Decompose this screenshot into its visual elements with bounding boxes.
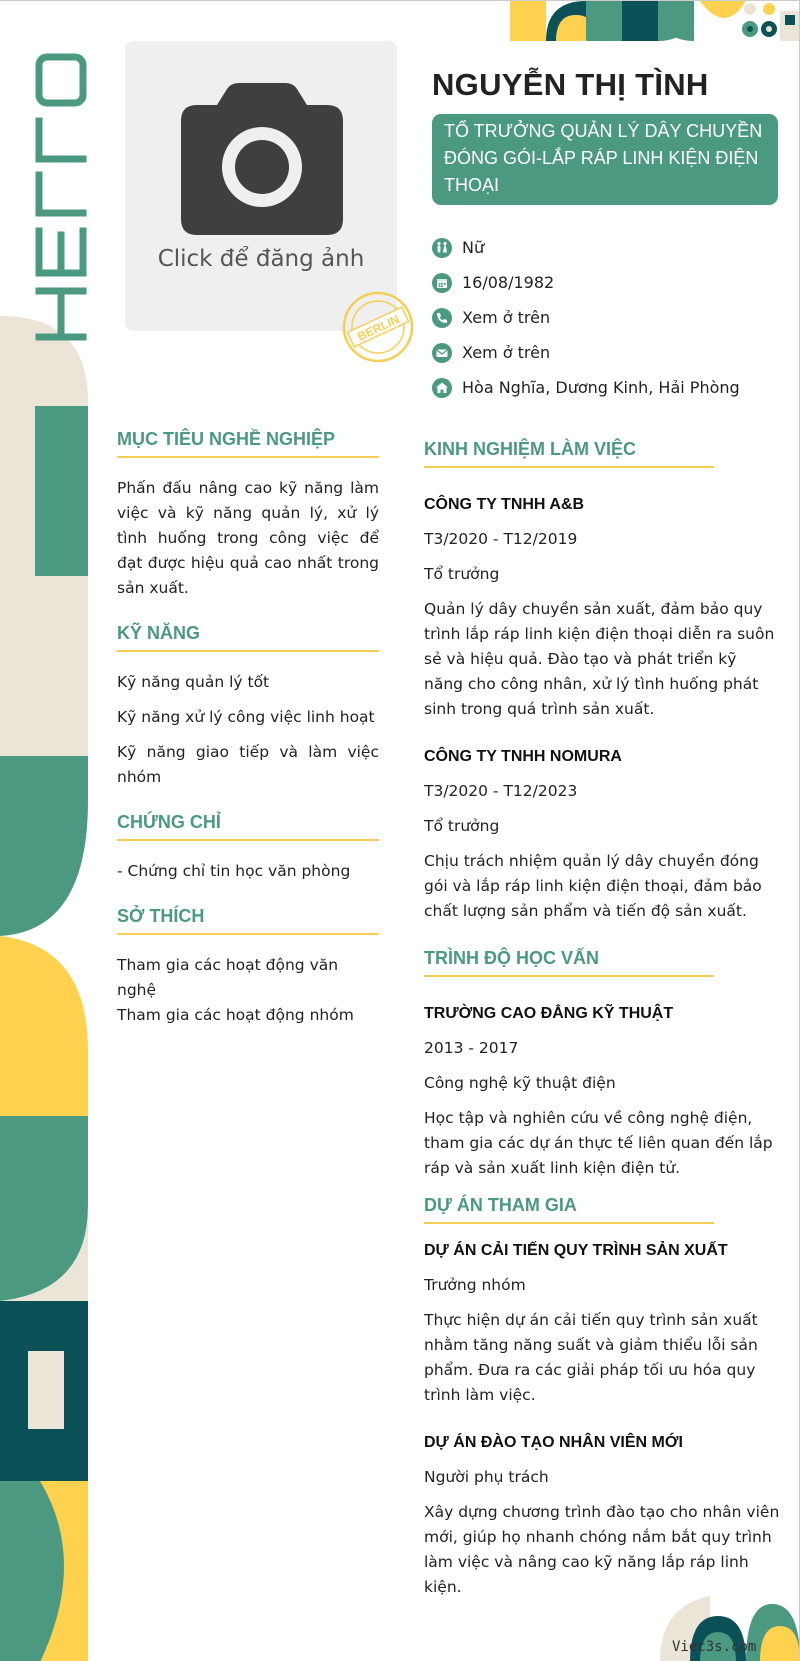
- work-description: Chịu trách nhiệm quản lý dây chuyền đóng gói và lắp ráp linh kiện điện thoại, đảm bảo chất lượng sản phẩm và tiến độ sản xuất.: [424, 852, 762, 920]
- skills-section: [117, 623, 379, 790]
- phone-icon: [432, 308, 452, 328]
- work-period: T3/2020 - T12/2023: [424, 782, 578, 800]
- project-role: Trưởng nhóm: [424, 1276, 526, 1294]
- objective-title: MỤC TIÊU NGHỀ NGHIỆP: [117, 429, 379, 458]
- work-position: Tổ trưởng: [424, 817, 500, 835]
- study-major: Công nghệ kỹ thuật điện: [424, 1074, 616, 1092]
- email-icon: [432, 343, 452, 363]
- hobby-item: Tham gia các hoạt động nhóm: [117, 1006, 354, 1024]
- skills-title: KỸ NĂNG: [117, 623, 379, 652]
- contact-birthday: [432, 265, 740, 300]
- contact-list: [432, 230, 740, 405]
- contact-email-value: Xem ở trên: [462, 343, 551, 362]
- project-entry: [424, 1242, 780, 1408]
- contact-gender-value: Nữ: [462, 238, 485, 257]
- contact-birthday-value: 16/08/1982: [462, 273, 555, 292]
- school-name: TRƯỜNG CAO ĐẲNG KỸ THUẬT: [424, 1005, 674, 1022]
- experience-title: KINH NGHIỆM LÀM VIỆC: [424, 439, 714, 468]
- experience-entry: [424, 748, 780, 924]
- left-column: [117, 429, 379, 1028]
- left-decor-strip: [0, 1, 88, 1661]
- skill-item: Kỹ năng xử lý công việc linh hoạt: [117, 708, 375, 726]
- education-section: [424, 948, 780, 1181]
- site-watermark: Viec3s.com: [672, 1639, 757, 1655]
- projects-section: [424, 1195, 780, 1600]
- hello-vertical-text: [35, 51, 87, 341]
- photo-upload[interactable]: [125, 41, 397, 331]
- objective-text: Phấn đấu nâng cao kỹ năng làm việc và kỹ năng quản lý, xử lý tình huống trong công việc để đạt được hiệu quả cao nhất trong sản xuất.: [117, 479, 379, 597]
- stamp-decor: [340, 289, 416, 365]
- education-title: TRÌNH ĐỘ HỌC VẤN: [424, 948, 714, 977]
- work-position: Tổ trưởng: [424, 565, 500, 583]
- home-icon: [432, 378, 452, 398]
- project-role: Người phụ trách: [424, 1468, 549, 1486]
- skill-item: Kỹ năng quản lý tốt: [117, 673, 270, 691]
- contact-phone: [432, 300, 740, 335]
- objective-section: [117, 429, 379, 601]
- experience-entry: [424, 496, 780, 722]
- certificate-item: - Chứng chỉ tin học văn phòng: [117, 862, 351, 880]
- calendar-icon: [432, 273, 452, 293]
- skill-item: Kỹ năng giao tiếp và làm việc nhóm: [117, 743, 379, 786]
- photo-upload-label: Click để đăng ảnh: [157, 246, 365, 272]
- work-description: Quản lý dây chuyền sản xuất, đảm bảo quy trình lắp ráp linh kiện điện thoại diễn ra suôn sẻ và hiệu quả. Đào tạo và phát triển kỹ năng cho công nhân, xử lý tình huống phát sinh trong quá trình sản xuất.: [424, 600, 775, 718]
- project-description: Xây dựng chương trình đào tạo cho nhân viên mới, giúp họ nhanh chóng nắm bắt quy trình làm việc và nâng cao kỹ năng lắp ráp linh kiện.: [424, 1503, 780, 1596]
- company-name: CÔNG TY TNHH NOMURA: [424, 748, 622, 765]
- project-name: DỰ ÁN CẢI TIẾN QUY TRÌNH SẢN XUẤT: [424, 1242, 728, 1259]
- camera-icon: [181, 83, 343, 235]
- hobby-item: Tham gia các hoạt động văn nghệ: [117, 956, 339, 999]
- top-geometric-decor: [510, 1, 800, 41]
- certificates-title: CHỨNG CHỈ: [117, 812, 379, 841]
- work-period: T3/2020 - T12/2019: [424, 530, 578, 548]
- project-entry: [424, 1434, 780, 1600]
- hobbies-title: SỞ THÍCH: [117, 906, 379, 935]
- company-name: CÔNG TY TNHH A&B: [424, 496, 584, 513]
- gender-icon: [432, 238, 452, 258]
- study-period: 2013 - 2017: [424, 1039, 519, 1057]
- education-entry: [424, 1005, 780, 1181]
- top-decor: [510, 1, 800, 41]
- hobbies-section: [117, 906, 379, 1028]
- projects-title: DỰ ÁN THAM GIA: [424, 1195, 714, 1224]
- right-column: [424, 439, 780, 1626]
- contact-gender: [432, 230, 740, 265]
- stamp-text: BERLIN: [355, 312, 402, 344]
- project-name: DỰ ÁN ĐÀO TẠO NHÂN VIÊN MỚI: [424, 1434, 683, 1451]
- experience-section: [424, 439, 780, 924]
- study-description: Học tập và nghiên cứu về công nghệ điện, tham gia các dự án thực tế liên quan đến lắp ráp và sản xuất linh kiện điện tử.: [424, 1109, 773, 1177]
- contact-address-value: Hòa Nghĩa, Dương Kinh, Hải Phòng: [462, 378, 740, 397]
- certificates-section: [117, 812, 379, 884]
- contact-address: [432, 370, 740, 405]
- contact-email: [432, 335, 740, 370]
- candidate-name: NGUYỄN THỊ TÌNH: [432, 67, 709, 102]
- job-title-badge: TỔ TRƯỞNG QUẢN LÝ DÂY CHUYỀN ĐÓNG GÓI-LẮP RÁP LINH KIỆN ĐIỆN THOẠI: [432, 114, 778, 205]
- project-description: Thực hiện dự án cải tiến quy trình sản xuất nhằm tăng năng suất và giảm thiểu lỗi sản phẩm. Đưa ra các giải pháp tối ưu hóa quy trình làm việc.: [424, 1311, 758, 1404]
- contact-phone-value: Xem ở trên: [462, 308, 551, 327]
